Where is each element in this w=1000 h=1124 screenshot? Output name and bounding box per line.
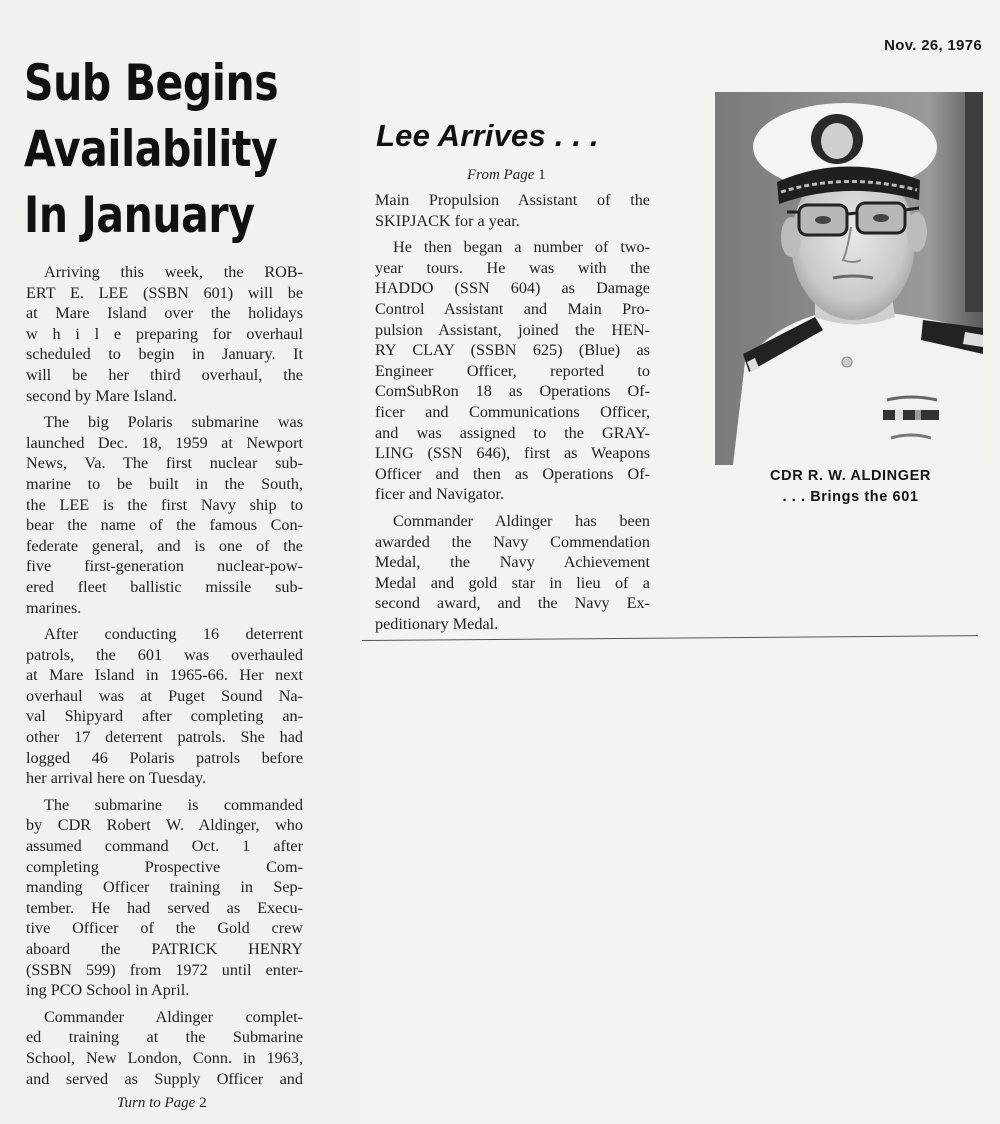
text-line: Medal and gold star in lieu of a	[375, 573, 650, 592]
text-line: ered fleet ballistic missile sub-	[26, 577, 303, 596]
text-line: tember. He had served as Execu-	[26, 898, 303, 917]
article-paragraph	[26, 1007, 303, 1089]
text-line: RY CLAY (SSBN 625) (Blue) as	[375, 341, 650, 360]
text-line: overhaul was at Puget Sound Na-	[26, 686, 303, 705]
text-line: Commander Aldinger complet-	[44, 1007, 303, 1026]
article-paragraph	[26, 624, 303, 789]
text-line: Arriving this week, the ROB-	[44, 263, 303, 281]
text-line: Main Propulsion Assistant of the	[375, 191, 650, 209]
text-line: The big Polaris submarine was	[44, 413, 303, 432]
text-line: other 17 deterrent patrols. She had	[26, 728, 303, 747]
text-line: her arrival here on Tuesday.	[26, 769, 207, 788]
text-line: ficer and Communications Officer,	[375, 402, 650, 421]
text-line: launched Dec. 18, 1959 at Newport	[26, 433, 303, 452]
text-line: ficer and Navigator.	[375, 485, 504, 504]
left-article-headline	[24, 50, 279, 248]
jump-label: Turn to Page	[117, 1095, 196, 1111]
text-line: manding Officer training in Sep-	[26, 878, 303, 897]
text-line: News, Va. The first nuclear sub-	[26, 454, 303, 473]
article-paragraph	[375, 511, 650, 635]
turn-to-page-jump	[117, 1095, 207, 1112]
text-line: marines.	[26, 598, 82, 617]
text-line: federate general, and is one of the	[26, 536, 303, 555]
text-line: will be her third overhaul, the	[26, 365, 303, 384]
text-line: the LEE is the first Navy ship to	[26, 495, 303, 514]
text-line: and served as Supply Officer and	[26, 1069, 303, 1088]
text-line: School, New London, Conn. in 1963,	[26, 1048, 303, 1067]
text-line: Officer and then as Operations Of-	[375, 464, 650, 483]
text-line: bear the name of the famous Con-	[26, 516, 303, 535]
text-line: five first-generation nuclear-pow-	[26, 557, 303, 576]
left-article-body	[26, 262, 303, 1095]
text-line: He then began a number of two-	[393, 238, 650, 257]
text-line: pulsion Assistant, joined the HEN-	[375, 320, 650, 339]
caption-name: CDR R. W. ALDINGER	[770, 468, 931, 484]
text-line: ing PCO School in April.	[26, 981, 190, 1000]
text-line: ERT E. LEE (SSBN 601) will be	[26, 283, 303, 302]
issue-date: Nov. 26, 1976	[884, 37, 982, 54]
text-line: and was assigned to the GRAY-	[375, 423, 650, 442]
text-line: year tours. He was with the	[375, 258, 650, 277]
text-line: logged 46 Polaris patrols before	[26, 748, 303, 767]
text-line: peditionary Medal.	[375, 614, 499, 633]
text-line: Medal, the Navy Achievement	[375, 553, 650, 572]
text-line: second award, and the Navy Ex-	[375, 594, 650, 613]
text-line: val Shipyard after completing an-	[26, 707, 303, 726]
text-line: second by Mare Island.	[26, 386, 178, 405]
article-paragraph	[26, 795, 303, 1001]
article-paragraph	[26, 262, 303, 406]
text-line: ed training at the Submarine	[26, 1028, 303, 1047]
text-line: aboard the PATRICK HENRY	[26, 940, 303, 958]
right-article-body	[375, 190, 650, 640]
photo-caption	[718, 466, 983, 508]
text-line: HADDO (SSN 604) as Damage	[375, 279, 650, 298]
caption-subline: . . . Brings the 601	[782, 489, 919, 505]
article-paragraph	[26, 412, 303, 618]
from-page-number: 1	[538, 167, 546, 183]
text-line: (SSBN 599) from 1972 until enter-	[26, 960, 303, 979]
from-page-jump	[467, 167, 546, 184]
headline-line: In January	[24, 186, 255, 244]
text-line: tive Officer of the Gold crew	[26, 919, 303, 938]
from-label: From Page	[467, 167, 535, 183]
text-line: awarded the Navy Commendation	[375, 532, 650, 551]
article-paragraph	[375, 237, 650, 505]
text-line: Commander Aldinger has been	[393, 511, 650, 530]
jump-page-number: 2	[199, 1095, 207, 1111]
text-line: After conducting 16 deterrent	[44, 625, 303, 644]
text-line: by CDR Robert W. Aldinger, who	[26, 816, 303, 835]
text-line: marine to be built in the South,	[26, 474, 303, 493]
text-line: patrols, the 601 was overhauled	[26, 645, 303, 664]
text-line: assumed command Oct. 1 after	[26, 837, 303, 856]
text-line: ComSubRon 18 as Operations Of-	[375, 382, 650, 401]
headline-line: Availability	[24, 120, 278, 178]
text-line: completing Prospective Com-	[26, 857, 303, 876]
text-line: scheduled to begin in January. It	[26, 345, 303, 364]
portrait-illustration	[715, 92, 983, 465]
article-paragraph	[375, 190, 650, 231]
headline-line: Sub Begins	[24, 54, 279, 112]
text-line: Control Assistant and Main Pro-	[375, 299, 650, 318]
portrait-photo	[715, 92, 983, 465]
text-line: SKIPJACK for a year.	[375, 211, 520, 230]
text-line: w h i l e preparing for overhaul	[26, 324, 303, 343]
text-line: LING (SSN 646), first as Weapons	[375, 444, 650, 463]
right-article-title: Lee Arrives . . .	[376, 118, 599, 153]
text-line: The submarine is commanded	[44, 795, 303, 814]
text-line: at Mare Island over the holidays	[26, 304, 303, 323]
text-line: at Mare Island in 1965-66. Her next	[26, 666, 303, 685]
text-line: Engineer Officer, reported to	[375, 361, 650, 380]
